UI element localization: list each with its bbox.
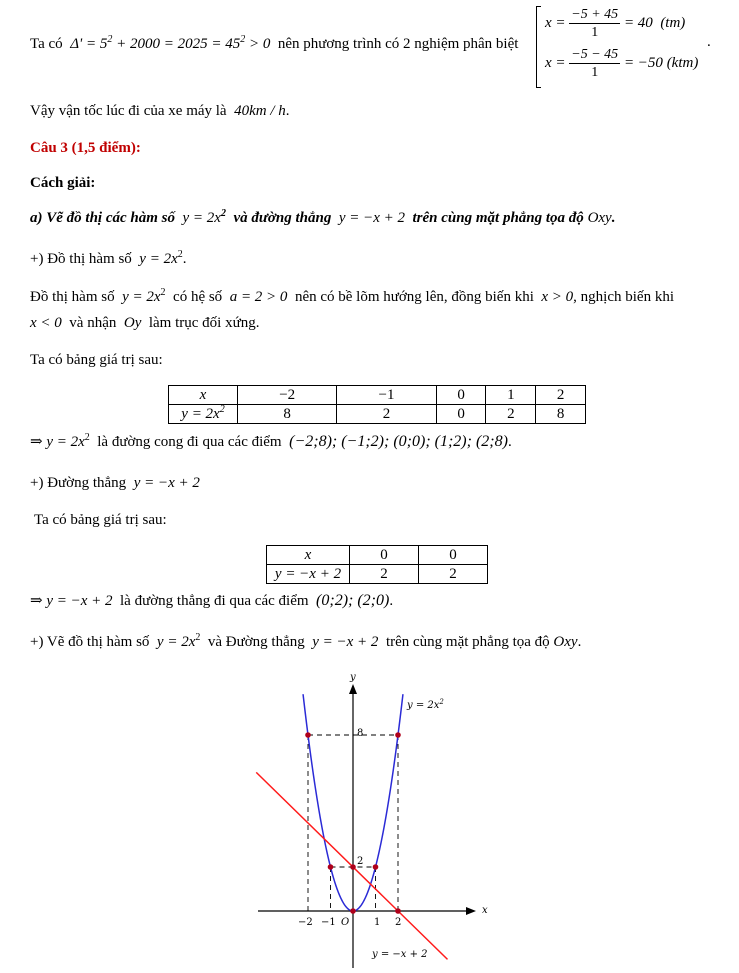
y-tick-2: 2 <box>357 856 364 867</box>
parabola-properties-line2: x < 0 và nhận Oy làm trục đối xứng. <box>30 315 260 331</box>
table-row: x −2 −1 0 1 2 <box>169 386 586 405</box>
parabola-label: $y = 2x^2$ <box>407 698 444 711</box>
table-row: $y = 2x^2$ 8 2 0 2 8 <box>169 405 586 424</box>
root-2: x = $\frac{-5 - 45}{1}$ = −50 (ktm) <box>545 47 699 80</box>
text-prefix: Ta có <box>30 36 63 52</box>
x-tick-minus-2: −2 <box>298 917 313 928</box>
graph-point <box>328 864 334 870</box>
x-axis-label: x <box>482 905 488 916</box>
parabola-properties-line1: Đồ thị hàm số $y = 2x^2$ có hệ số a = 2 > 0 nên có bề lõm hướng lên, đồng biến khi x > 0, nghịch biến khi <box>30 287 674 305</box>
y-axis-arrow-icon <box>349 684 357 694</box>
graph-point <box>395 732 401 738</box>
value-table-intro-1: Ta có bảng giá trị sau: <box>30 352 163 368</box>
y-axis-label: y <box>350 672 356 683</box>
parabola-points-line: ⇒ $y = 2x^2$ là đường cong đi qua các điểm (−2;8); (−1;2); (0;0); (1;2); (2;8). <box>30 432 512 450</box>
line-points-line: ⇒ y = −x + 2 là đường thẳng đi qua các điểm (0;2); (2;0). <box>30 592 394 609</box>
graph-point <box>373 864 379 870</box>
table-row: x 0 0 <box>267 546 488 565</box>
text-two-roots: nên phương trình có 2 nghiệm phân biệt <box>277 36 519 52</box>
graph-point <box>350 908 356 914</box>
part-a-heading: a) Vẽ đồ thị các hàm số $y = 2x^2$ và đường thẳng y = −x + 2 trên cùng mặt phẳng tọa độ Oxy. <box>30 208 616 226</box>
value-table-intro-2: Ta có bảng giá trị sau: <box>34 512 167 528</box>
y-tick-8: 8 <box>357 728 364 739</box>
graph-point <box>395 908 401 914</box>
table-row: y = −x + 2 2 2 <box>267 565 488 584</box>
solution-heading: Cách giải: <box>30 175 96 191</box>
period: . <box>707 34 711 50</box>
x-tick-minus-1: −1 <box>321 917 336 928</box>
x-tick-2: 2 <box>395 917 402 928</box>
x-tick-1: 1 <box>374 917 381 928</box>
question-3-heading: Câu 3 (1,5 điểm): <box>30 140 141 156</box>
draw-both-line: +) Vẽ đồ thị hàm số $y = 2x^2$ và Đường thẳng y = −x + 2 trên cùng mặt phẳng tọa độ Oxy. <box>30 632 582 650</box>
speed-conclusion: Vậy vận tốc lúc đi của xe máy là 40km / h. <box>30 103 290 119</box>
delta-expr: $\Delta' = 5^2 + 2000 = 2025 = 45^2 > 0$ <box>70 34 271 52</box>
line-subheading: +) Đường thẳng y = −x + 2 <box>30 475 200 491</box>
graph-point <box>305 732 311 738</box>
parabola-subheading: +) Đồ thị hàm số $y = 2x^2$. <box>30 249 187 267</box>
graph-point <box>350 864 356 870</box>
line-label: y = −x + 2 <box>372 949 428 960</box>
origin-label: O <box>341 917 350 928</box>
x-axis-arrow-icon <box>466 907 476 915</box>
root-1: x = $\frac{-5 + 45}{1}$ = 40 (tm) <box>545 7 686 40</box>
